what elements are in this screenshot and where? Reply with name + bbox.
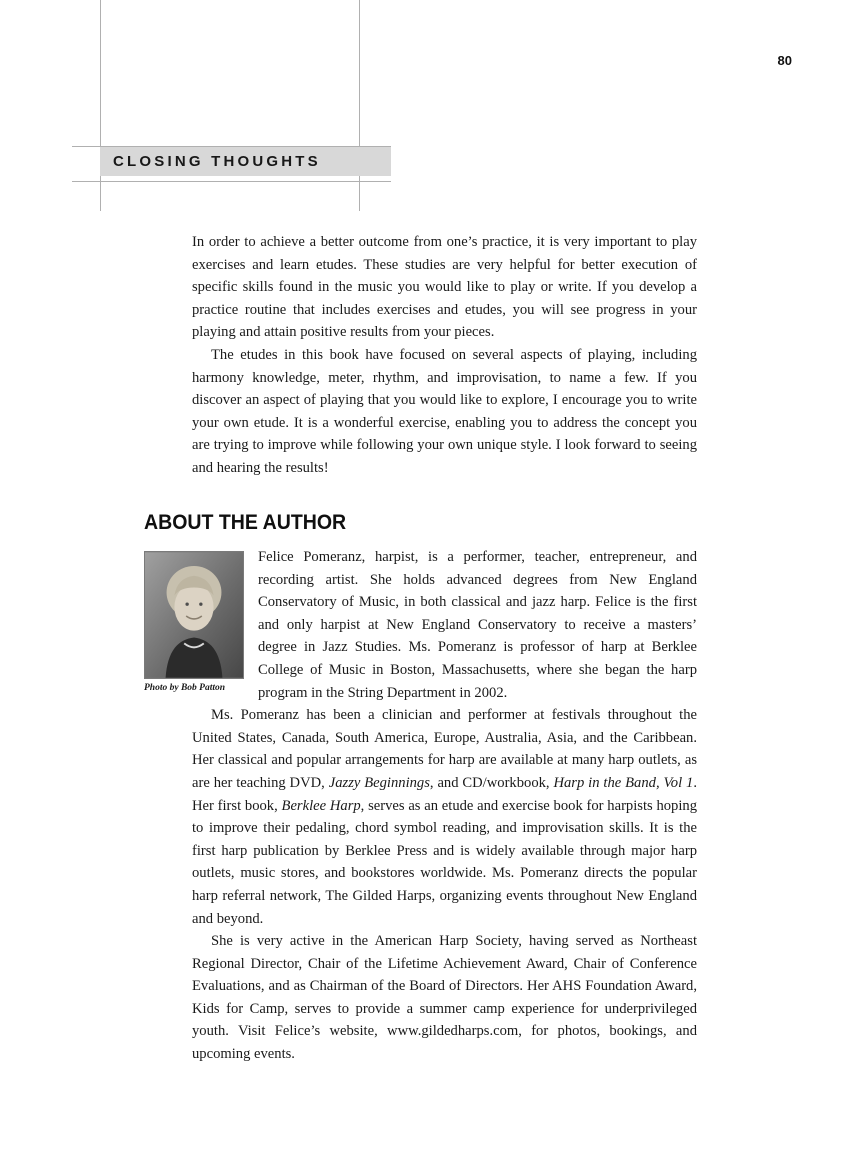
about-the-author-section [144,511,697,1066]
closing-paragraph-2: The etudes in this book have focused on several aspects of playing, including harmony knowledge, meter, rhythm, and improvisation, to name a few. If you discover an aspect of playing that you would like to explore, I encourage you to write your own etude. It is a wonderful exercise, enabling you to address the concept you are trying to improve while following your own unique style. I look forward to seeing and hearing the results! [192,346,697,476]
author-photo [144,551,244,679]
header-rule-vertical-left [100,0,101,211]
header-rule-vertical-right [359,0,360,211]
author-photo-figure [144,551,244,704]
closing-thoughts-text [192,231,697,480]
section-heading: ABOUT THE AUTHOR [144,511,347,534]
photo-credit: Photo by Bob Patton [144,683,226,693]
author-intro-row [144,551,697,704]
about-paragraph-1: Felice Pomeranz, harpist, is a performer, teacher, entrepreneur, and recording artist. She holds advanced degrees from New England Conservatory of Music, in both classical and jazz harp. Felice is the first and only harpist at New England Conservatory to receive a masters’ degree in Jazz Studies. Ms. Pomeranz is professor of harp at Berklee College of Music in Boston, Massachusetts, where she began the harp program in the String Department in 2002. [258,549,697,701]
page-number: 80 [777,53,792,68]
about-paragraph-2: Ms. Pomeranz has been a clinician and performer at festivals throughout the United States, Canada, South America, Europe, Australia, Asia, and the Caribbean. Her classical and popular arrangements for harp are available at many harp outlets, as are her teaching DVD, Jazzy Beginnings, and CD/workbook, Harp in the Band, Vol 1. Her first book, Berklee Harp, serves as an etude and exercise book for harpists hoping to improve their pedaling, chord symbol reading, and improvisation skills. It is the first harp publication by Berklee Press and is widely available through major harp outlets, music stores, and bookstores worldwide. Ms. Pomeranz directs the popular harp referral network, The Gilded Harps, organizing events throughout New England and beyond. [192,707,697,927]
header-rule-horizontal-bottom [72,181,391,182]
portrait-placeholder-image [145,552,243,678]
chapter-title: CLOSING THOUGHTS [113,153,321,170]
about-paragraph-3: She is very active in the American Harp Society, having served as Northeast Regional Director, Chair of the Lifetime Achievement Award, Chair of Conference Evaluations, and as Chairman of the Board of Directors. Her AHS Foundation Award, Kids for Camp, serves to provide a summer camp experience for underprivileged youth. Visit Felice’s website, www.gildedharps.com, for photos, bookings, and upcoming events. [192,933,697,1063]
closing-paragraph-1: In order to achieve a better outcome from one’s practice, it is very important to play exercises and learn etudes. These studies are very helpful for better execution of specific skills found in the music you would like to play or write. If you develop a practice routine that includes exercises and etudes, you will see progress in your playing and attain positive results from your pieces. [192,234,697,341]
chapter-title-band [100,147,391,176]
